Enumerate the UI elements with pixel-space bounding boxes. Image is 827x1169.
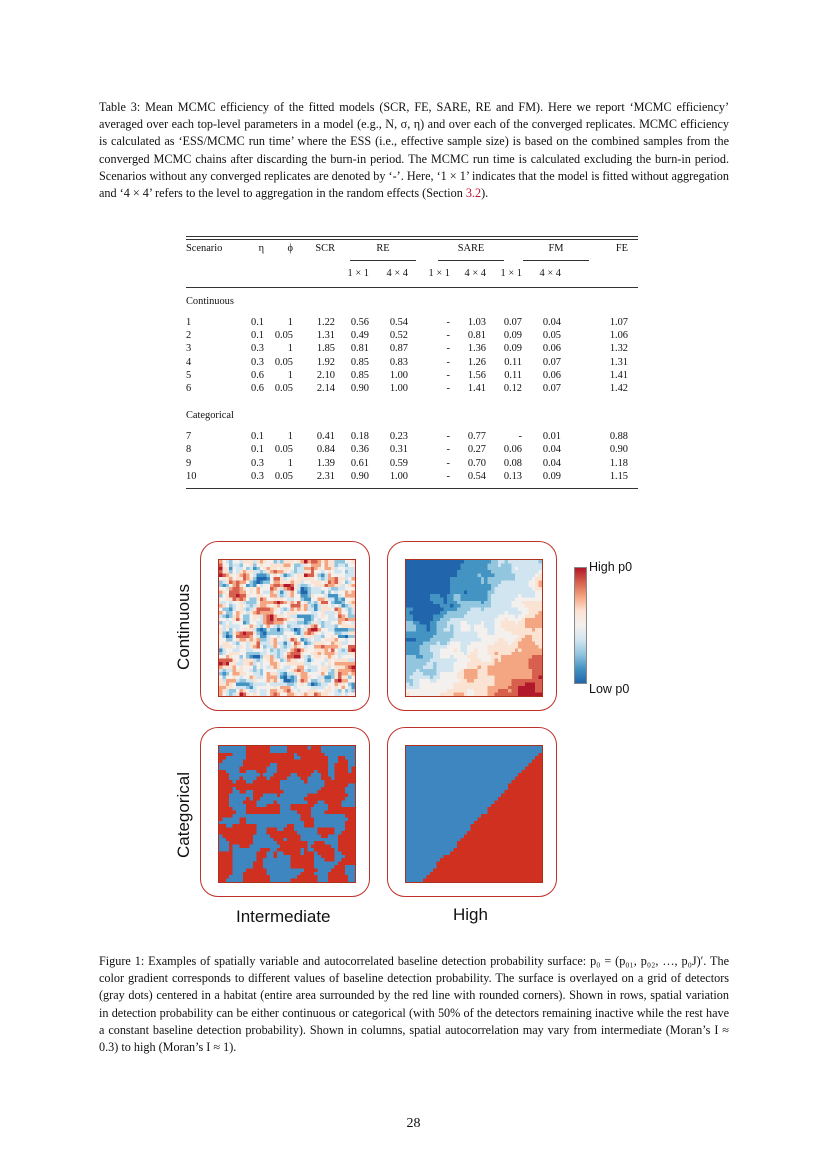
table-cell: 0.07 xyxy=(542,383,561,394)
table-cell: 1.36 xyxy=(467,343,486,355)
group-rule xyxy=(350,260,416,261)
table-cell: 0.54 xyxy=(389,317,408,328)
subheader-3: 1 × 1 xyxy=(428,268,450,279)
table-cell: 0.49 xyxy=(350,330,369,342)
table-cell: 1.39 xyxy=(316,457,335,469)
table-cell: 1.00 xyxy=(389,383,408,394)
table-cell: 0.18 xyxy=(350,431,369,443)
table-cell: 0.09 xyxy=(503,330,522,342)
table-cell: 1.32 xyxy=(609,343,628,355)
table-cell: - xyxy=(446,457,450,469)
section-ref-link[interactable]: 3.2 xyxy=(465,186,482,201)
table-cell: 1.06 xyxy=(609,330,628,342)
cell-scenario: 9 xyxy=(186,457,192,469)
table-cell: - xyxy=(518,431,522,443)
table-cell: 0.23 xyxy=(389,431,408,443)
table-cell: 0.05 xyxy=(274,470,293,482)
legend-high-label: High p0 xyxy=(589,560,633,574)
table-cell: 0.05 xyxy=(542,330,561,342)
table-cell: 0.1 xyxy=(251,317,264,328)
table-cell: 0.04 xyxy=(542,317,561,328)
table-cell: 0.27 xyxy=(467,444,486,456)
panel-categorical-intermediate xyxy=(200,727,370,897)
table-cell: 0.04 xyxy=(542,444,561,456)
table-caption xyxy=(99,99,729,202)
panel-continuous-high xyxy=(387,541,557,711)
table-cell: 0.90 xyxy=(350,383,369,394)
table-cell: 1.42 xyxy=(609,383,628,394)
table-caption-text: Mean MCMC efficiency of the fitted models (SCR, FE, SARE, RE and FM). Here we report ‘MCMC efficiency’ averaged over each top-level parameters in a model (e.g., N, σ, η) and over each of the converged replicates. MCMC efficiency is calculated as ‘ESS/MCMC run time’ where the ESS (i.e., effective sample size) is based on the combined samples from the converged MCMC chains after discarding the burn-in period. The MCMC run time is calculated excluding the burn-in period. Scenarios without any converged replicates are denoted by ‘-’. Here, ‘1 × 1’ indicates that the model is fitted without aggregation and ‘4 × 4’ refers to the level to aggregation in the random effects (Section xyxy=(99,100,730,201)
table-cell: 0.06 xyxy=(542,369,561,381)
table-cell: 2.10 xyxy=(316,369,335,381)
table-cell: 0.77 xyxy=(467,431,486,443)
table-cell: 0.04 xyxy=(542,457,561,469)
table-caption-label: Table 3: xyxy=(99,100,141,114)
subheader-1: 1 × 1 xyxy=(347,268,369,279)
header-scr: SCR xyxy=(315,243,335,254)
table-cell: 0.90 xyxy=(609,444,628,456)
table-cell: 0.13 xyxy=(503,470,522,482)
table-cell: 0.06 xyxy=(542,343,561,355)
table-cell: - xyxy=(446,431,450,443)
surface-continuous-intermediate xyxy=(218,559,356,697)
panel-categorical-high xyxy=(387,727,557,897)
table-cell: - xyxy=(446,470,450,482)
table-cell: - xyxy=(446,369,450,381)
group-rule xyxy=(438,260,504,261)
table-cell: 0.61 xyxy=(350,457,369,469)
table-cell: 1 xyxy=(287,431,293,443)
table-cell: 0.07 xyxy=(542,356,561,368)
table-cell: 0.3 xyxy=(251,356,264,368)
cell-scenario: 7 xyxy=(186,431,192,443)
table-cell: 1.31 xyxy=(609,356,628,368)
table-cell: 0.59 xyxy=(389,457,408,469)
cell-scenario: 3 xyxy=(186,343,192,355)
table-cell: 1.31 xyxy=(316,330,335,342)
cell-scenario: 2 xyxy=(186,330,192,342)
table-cell: 1.03 xyxy=(467,317,486,328)
group-label-continuous: Continuous xyxy=(186,296,234,307)
table-cell: 0.01 xyxy=(542,431,561,443)
table-cell: 1 xyxy=(287,343,293,355)
panel-continuous-intermediate xyxy=(200,541,370,711)
header-fm: FM xyxy=(548,243,564,254)
figure-caption xyxy=(99,953,729,1056)
color-legend-bar xyxy=(574,567,587,684)
table-cell: 0.09 xyxy=(542,470,561,482)
table-rule xyxy=(186,239,638,240)
surface-continuous-high xyxy=(405,559,543,697)
table-cell: 0.3 xyxy=(251,470,264,482)
table-cell: - xyxy=(446,330,450,342)
subheader-2: 4 × 4 xyxy=(386,268,408,279)
table-cell: - xyxy=(446,383,450,394)
subheader-6: 4 × 4 xyxy=(539,268,561,279)
figure-caption-label: Figure 1: xyxy=(99,954,145,968)
table-cell: 0.88 xyxy=(609,431,628,443)
table-cell: 0.52 xyxy=(389,330,408,342)
table-cell: 0.07 xyxy=(503,317,522,328)
table-cell: 1.92 xyxy=(316,356,335,368)
col-label-high: High xyxy=(453,905,488,924)
group-rule xyxy=(523,260,589,261)
table-cell: 0.05 xyxy=(274,383,293,394)
table-cell: 1 xyxy=(287,317,293,328)
table-cell: 0.12 xyxy=(503,383,522,394)
table-cell: 0.85 xyxy=(350,369,369,381)
table-rule xyxy=(186,287,638,288)
table-cell: 0.84 xyxy=(316,444,335,456)
table-cell: - xyxy=(446,444,450,456)
table-cell: 0.6 xyxy=(251,383,264,394)
table-cell: - xyxy=(446,317,450,328)
header-phi: ϕ xyxy=(287,243,293,254)
subheader-4: 4 × 4 xyxy=(464,268,486,279)
table-cell: 1.22 xyxy=(316,317,335,328)
table-cell: 0.3 xyxy=(251,457,264,469)
table-cell: 1.41 xyxy=(609,369,628,381)
table-cell: 0.56 xyxy=(350,317,369,328)
table-cell: 0.70 xyxy=(467,457,486,469)
cell-scenario: 10 xyxy=(186,470,197,482)
cell-scenario: 5 xyxy=(186,369,192,381)
cell-scenario: 6 xyxy=(186,383,192,394)
header-sare: SARE xyxy=(457,243,485,254)
row-label-continuous: Continuous xyxy=(174,583,193,670)
table-cell: 1.56 xyxy=(467,369,486,381)
table-cell: 1.15 xyxy=(609,470,628,482)
page-number: 28 xyxy=(406,1116,421,1131)
table-caption-tail: ). xyxy=(481,186,489,201)
table-cell: 1 xyxy=(287,369,293,381)
figure-caption-text: Examples of spatially variable and autocorrelated baseline detection probability surface: p₀ = (p₀₁, p₀₂, …, p₀J)′. The color gradient corresponds to different values of baseline detection probability. The surface is overlayed on a grid of detectors (gray dots) centered in a habitat (entire area surrounded by the red line with rounded corners). Shown in rows, spatial variation in detection probability can be either continuous or categorical (with 50% of the detectors remaining inactive while the rest have a constant baseline detection probability). Shown in columns, spatial autocorrelation may vary from intermediate (Moran’s I ≈ 0.3) to high (Moran’s I ≈ 1). xyxy=(99,954,729,1055)
table-cell: 1.07 xyxy=(609,317,628,328)
group-label-categorical: Categorical xyxy=(186,410,234,422)
header-scenario: Scenario xyxy=(186,243,223,254)
table-cell: 0.31 xyxy=(389,444,408,456)
table-cell: 0.05 xyxy=(274,330,293,342)
table-cell: 0.3 xyxy=(251,343,264,355)
row-label-categorical: Categorical xyxy=(174,772,193,858)
header-re: RE xyxy=(376,243,390,254)
table-rule xyxy=(186,488,638,489)
table-cell: 0.81 xyxy=(350,343,369,355)
table-cell: 0.81 xyxy=(467,330,486,342)
table-cell: - xyxy=(446,356,450,368)
table-cell: 0.41 xyxy=(316,431,335,443)
table-cell: 0.1 xyxy=(251,330,264,342)
table-cell: 0.09 xyxy=(503,343,522,355)
table-cell: 0.08 xyxy=(503,457,522,469)
table-cell: - xyxy=(446,343,450,355)
cell-scenario: 4 xyxy=(186,356,192,368)
table-cell: 2.14 xyxy=(316,383,335,394)
table-cell: 1 xyxy=(287,457,293,469)
table-cell: 0.06 xyxy=(503,444,522,456)
table-cell: 0.36 xyxy=(350,444,369,456)
surface-categorical-high xyxy=(405,745,543,883)
table-cell: 1.85 xyxy=(316,343,335,355)
table-cell: 0.11 xyxy=(504,356,522,368)
table-cell: 1.18 xyxy=(609,457,628,469)
table-cell: 1.41 xyxy=(467,383,486,394)
legend-low-label: Low p0 xyxy=(589,682,630,696)
table-cell: 0.90 xyxy=(350,470,369,482)
table-cell: 0.6 xyxy=(251,369,264,381)
table-cell: 0.1 xyxy=(251,444,264,456)
table-rule xyxy=(186,236,638,237)
table-cell: 0.05 xyxy=(274,356,293,368)
table-cell: 1.00 xyxy=(389,369,408,381)
table-cell: 0.11 xyxy=(504,369,522,381)
subheader-5: 1 × 1 xyxy=(500,268,522,279)
header-fe: FE xyxy=(615,243,628,254)
table-cell: 0.87 xyxy=(389,343,408,355)
table-cell: 0.05 xyxy=(274,444,293,456)
table-cell: 2.31 xyxy=(316,470,335,482)
table-cell: 0.54 xyxy=(467,470,486,482)
table-cell: 0.85 xyxy=(350,356,369,368)
cell-scenario: 1 xyxy=(186,317,192,328)
surface-categorical-intermediate xyxy=(218,745,356,883)
table-cell: 1.00 xyxy=(389,470,408,482)
header-eta: η xyxy=(258,243,264,254)
table-cell: 0.1 xyxy=(251,431,264,443)
table-cell: 1.26 xyxy=(467,356,486,368)
cell-scenario: 8 xyxy=(186,444,192,456)
col-label-intermediate: Intermediate xyxy=(236,907,331,926)
table-cell: 0.83 xyxy=(389,356,408,368)
